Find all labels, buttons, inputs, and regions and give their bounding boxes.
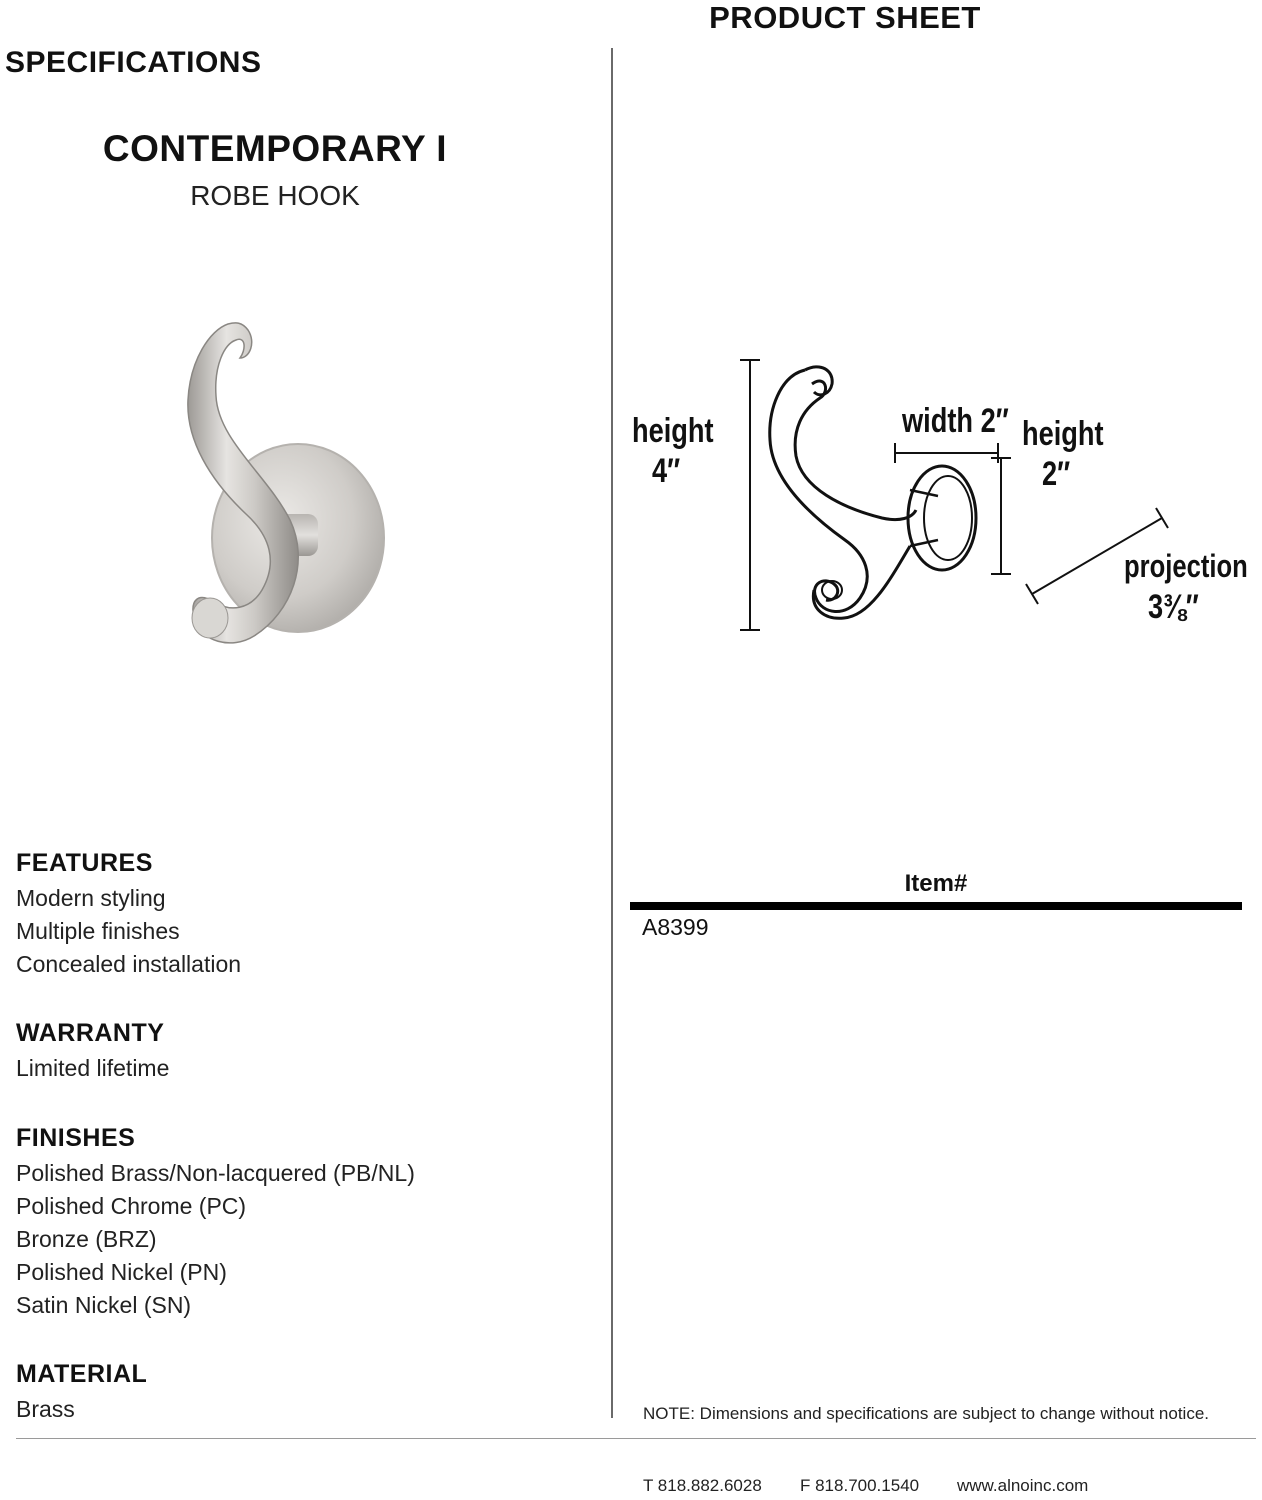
product-name: CONTEMPORARY I [102,128,448,169]
material-section [16,1359,147,1426]
warranty-item: Limited lifetime [16,1055,170,1081]
finishes-section [16,1123,415,1322]
item-number-header: Item# [904,870,968,897]
features-item: Multiple finishes [16,918,180,944]
item-number: A8399 [642,914,709,940]
finish-item: Polished Chrome (PC) [16,1193,247,1219]
specifications-title: SPECIFICATIONS [5,46,262,79]
vertical-divider [611,48,613,1418]
width-value: 2″ [980,402,1009,440]
features-heading: FEATURES [16,849,153,877]
material-heading: MATERIAL [16,1360,148,1388]
footer-phone: T 818.882.6028 [643,1476,762,1495]
features-item: Modern styling [16,885,166,911]
material-item: Brass [16,1396,75,1422]
product-subtitle: ROBE HOOK [190,180,360,211]
item-table-rule [630,902,1242,910]
base-height-value: 2″ [1042,455,1071,493]
disclaimer-note: NOTE: Dimensions and specifications are subject to change without notice. [643,1404,1210,1423]
projection-label: projection [1124,548,1248,584]
warranty-section [16,1018,169,1085]
height-label: height [632,412,714,450]
product-sheet-title: PRODUCT SHEET [709,0,981,35]
footer-divider [16,1438,1256,1439]
features-section [16,848,241,981]
features-item: Concealed installation [16,951,242,977]
finishes-heading: FINISHES [16,1124,136,1152]
height-value: 4″ [652,452,681,490]
finish-item: Satin Nickel (SN) [16,1292,192,1318]
projection-value: 3⅜″ [1148,588,1199,626]
finish-item: Bronze (BRZ) [16,1226,157,1252]
robe-hook-photo [150,300,410,680]
finish-item: Polished Nickel (PN) [16,1259,227,1285]
base-height-label: height [1022,415,1104,453]
finish-item: Polished Brass/Non-lacquered (PB/NL) [16,1160,415,1186]
width-dimension [902,402,1009,441]
width-label: width [902,402,974,440]
footer-website[interactable]: www.alnoinc.com [957,1476,1089,1495]
warranty-heading: WARRANTY [16,1019,165,1047]
footer-fax: F 818.700.1540 [800,1476,920,1495]
